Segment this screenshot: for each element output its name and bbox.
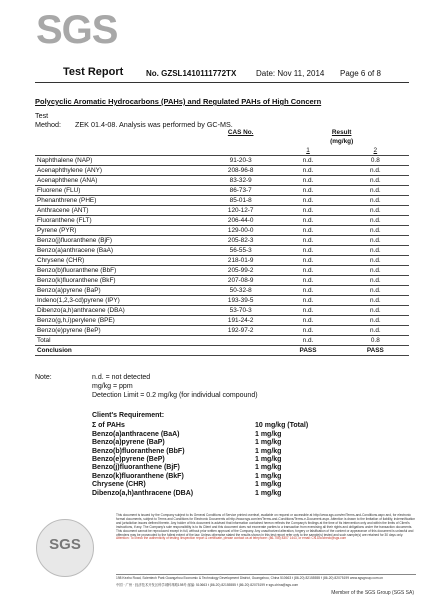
section-title: Polycyclic Aromatic Hydrocarbons (PAHs) and Regulated PAHs of High Concern xyxy=(35,97,322,106)
results-table xyxy=(35,128,409,356)
compound-name: Benzo(k)fluoranthene (BkF) xyxy=(35,276,207,286)
requirement-compound: Benzo(k)fluoranthene (BkF) xyxy=(92,472,184,480)
requirement-compound: Σ of PAHs xyxy=(92,422,125,430)
cas-number: 205-82-3 xyxy=(207,236,274,246)
table-row xyxy=(35,206,409,216)
table-row xyxy=(35,266,409,276)
cas-number: 120-12-7 xyxy=(207,206,274,216)
requirement-compound: Benzo(a)pyrene (BaP) xyxy=(92,439,165,447)
sample-2-result: n.d. xyxy=(342,276,409,286)
attention-text: Attention: To check the authenticity of testing /inspection report & certificate, please contact us at telephone: (86-755) 8307 1443, or email: CN.Doccheck@sgs.com xyxy=(116,536,347,541)
compound-name: Phenanthrene (PHE) xyxy=(35,196,207,206)
sample-1-result: n.d. xyxy=(274,286,341,296)
sample-2-result: n.d. xyxy=(342,306,409,316)
sample-1-result: n.d. xyxy=(274,266,341,276)
test-method xyxy=(35,111,233,129)
requirement-item xyxy=(92,447,282,456)
sample-2-result: n.d. xyxy=(342,256,409,266)
sample-2-result: n.d. xyxy=(342,216,409,226)
member-text: Member of the SGS Group (SGS SA) xyxy=(331,590,414,596)
sgs-logo: SGS xyxy=(36,8,118,52)
sample-2-result: n.d. xyxy=(342,236,409,246)
compound-name: Benzo(b)fluoranthene (BbF) xyxy=(35,266,207,276)
table-row xyxy=(35,336,409,346)
requirement-item xyxy=(92,472,282,481)
sample-1-result: n.d. xyxy=(274,296,341,306)
cas-number: 192-97-2 xyxy=(207,326,274,336)
test-method-text: ZEK 01.4-08. Analysis was performed by GC-MS. xyxy=(75,120,233,129)
cas-number: 206-44-0 xyxy=(207,216,274,226)
table-row xyxy=(35,306,409,316)
sgs-seal xyxy=(36,519,94,577)
sample-1-result: n.d. xyxy=(274,206,341,216)
sample-2-result: n.d. xyxy=(342,176,409,186)
conclusion-label: Conclusion xyxy=(35,346,207,356)
sample-2-conclusion: PASS xyxy=(342,346,409,356)
requirement-item xyxy=(92,439,282,447)
conclusion-cas xyxy=(207,346,274,356)
report-number: No. GZSL1410111772TX xyxy=(146,69,237,78)
sample-2-result: n.d. xyxy=(342,226,409,236)
requirement-compound: Benzo(e)pyrene (BeP) xyxy=(92,455,165,463)
report-date: Date: Nov 11, 2014 xyxy=(256,69,325,78)
page-number: Page 6 of 8 xyxy=(340,69,381,78)
client-requirement xyxy=(92,412,309,498)
cas-number: 129-00-0 xyxy=(207,226,274,236)
note-line: n.d. = not detected xyxy=(92,374,151,381)
requirement-compound: Chrysene (CHR) xyxy=(92,481,146,489)
compound-name: Benzo(e)pyrene (BeP) xyxy=(35,326,207,336)
table-row xyxy=(35,156,409,166)
compound-name: Benzo(a)pyrene (BaP) xyxy=(35,286,207,296)
sample-2-result: n.d. xyxy=(342,326,409,336)
table-row xyxy=(35,226,409,236)
cas-number: 193-39-5 xyxy=(207,296,274,306)
sample-1-result: n.d. xyxy=(274,156,341,166)
requirement-limit: 10 mg/kg (Total) xyxy=(255,422,309,430)
note-line: Detection Limit = 0.2 mg/kg (for individual compound) xyxy=(92,392,258,399)
table-row xyxy=(35,236,409,246)
address-en: 198 Kezhu Road, Scientech Park Guangzhou Economic & Technology Development District, Guangzhou, China 510663 t (86-20) 82155555 f (86-20) 82075199 www.sgsgroup.com.cn xyxy=(116,576,383,580)
sample-header-row xyxy=(35,146,409,156)
fine-print xyxy=(116,514,416,541)
sample-1-result: n.d. xyxy=(274,226,341,236)
table-row xyxy=(35,286,409,296)
compound-name: Fluorene (FLU) xyxy=(35,186,207,196)
sample-1-result: n.d. xyxy=(274,186,341,196)
cas-number: 83-32-9 xyxy=(207,176,274,186)
compound-name: Dibenzo(a,h)anthracene (DBA) xyxy=(35,306,207,316)
cas-number: 218-01-9 xyxy=(207,256,274,266)
table-row xyxy=(35,166,409,176)
compound-name: Benzo(a)anthracene (BaA) xyxy=(35,246,207,256)
sample-2-header: 2 xyxy=(342,146,409,156)
note-lines xyxy=(92,373,258,400)
sample-1-result: n.d. xyxy=(274,306,341,316)
sample-2-result: n.d. xyxy=(342,186,409,196)
cas-header: CAS No. xyxy=(227,129,254,136)
sample-1-result: n.d. xyxy=(274,216,341,226)
requirement-item xyxy=(92,455,282,464)
cas-number: 56-55-3 xyxy=(207,246,274,256)
table-row xyxy=(35,296,409,306)
compound-name: Total xyxy=(35,336,207,346)
cas-number: 53-70-3 xyxy=(207,306,274,316)
result-header: Result xyxy=(331,129,352,136)
conclusion-row xyxy=(35,346,409,356)
report-title: Test Report xyxy=(63,66,124,78)
compound-name: Acenaphthylene (ANY) xyxy=(35,166,207,176)
sample-1-result: n.d. xyxy=(274,196,341,206)
address xyxy=(116,574,416,589)
sample-1-result: n.d. xyxy=(274,316,341,326)
footer xyxy=(0,510,444,600)
sample-1-result: n.d. xyxy=(274,236,341,246)
compound-name: Naphthalene (NAP) xyxy=(35,156,207,166)
note-label: Note: xyxy=(35,374,52,381)
sample-2-result: n.d. xyxy=(342,286,409,296)
sample-2-result: n.d. xyxy=(342,166,409,176)
requirement-compound: Benzo(b)fluoranthene (BbF) xyxy=(92,447,185,455)
cas-number: 205-99-2 xyxy=(207,266,274,276)
note-line: mg/kg = ppm xyxy=(92,383,133,390)
sample-1-result: n.d. xyxy=(274,326,341,336)
sample-2-result: 0.8 xyxy=(342,156,409,166)
sample-1-result: n.d. xyxy=(274,256,341,266)
requirement-limit: 1 mg/kg xyxy=(255,464,282,472)
sample-2-result: n.d. xyxy=(342,296,409,306)
seal-text: SGS xyxy=(49,536,81,553)
sample-2-result: n.d. xyxy=(342,206,409,216)
sample-2-result: 0.8 xyxy=(342,336,409,346)
table-row xyxy=(35,276,409,286)
requirement-limit: 1 mg/kg xyxy=(255,455,282,463)
sample-2-result: n.d. xyxy=(342,196,409,206)
sample-1-header: 1 xyxy=(274,146,341,156)
cas-number: 91-20-3 xyxy=(207,156,274,166)
table-row xyxy=(35,246,409,256)
cas-number: 85-01-8 xyxy=(207,196,274,206)
cas-number: 86-73-7 xyxy=(207,186,274,196)
requirement-limit: 1 mg/kg xyxy=(255,472,282,480)
compound-name: Anthracene (ANT) xyxy=(35,206,207,216)
requirement-limit: 1 mg/kg xyxy=(255,489,282,497)
compound-name: Benzo(j)fluoranthene (BjF) xyxy=(35,236,207,246)
sample-1-result: n.d. xyxy=(274,276,341,286)
sample-2-result: n.d. xyxy=(342,316,409,326)
requirement-item xyxy=(92,422,309,430)
cas-number xyxy=(207,336,274,346)
compound-name: Chrysene (CHR) xyxy=(35,256,207,266)
sample-1-result: n.d. xyxy=(274,176,341,186)
table-row xyxy=(35,186,409,196)
compound-name: Fluoranthene (FLT) xyxy=(35,216,207,226)
requirement-compound: Benzo(a)anthracene (BaA) xyxy=(92,430,180,438)
sample-1-result: n.d. xyxy=(274,166,341,176)
table-row xyxy=(35,216,409,226)
sample-2-result: n.d. xyxy=(342,246,409,256)
compound-name: Indeno(1,2,3-cd)pyrene (IPY) xyxy=(35,296,207,306)
table-row xyxy=(35,316,409,326)
requirement-item xyxy=(92,489,282,498)
requirement-limit: 1 mg/kg xyxy=(255,430,282,438)
table-header-row xyxy=(35,128,409,137)
address-cn: 中国 · 广州 · 经济技术开发区科学城科珠路198号 邮编: 510663 t (86-20) 82155555 f (86-20) 82075199 e sgs.china@sgs.com xyxy=(116,583,299,587)
unit-header: (mg/kg) xyxy=(330,138,354,145)
cas-number: 208-96-8 xyxy=(207,166,274,176)
table-row xyxy=(35,176,409,186)
compound-name: Acenaphthene (ANA) xyxy=(35,176,207,186)
cas-number: 50-32-8 xyxy=(207,286,274,296)
requirement-item xyxy=(92,430,282,439)
table-row xyxy=(35,326,409,336)
compound-name: Pyrene (PYR) xyxy=(35,226,207,236)
sample-1-result: n.d. xyxy=(274,336,341,346)
header-divider xyxy=(35,82,409,83)
requirement-compound: Dibenzo(a,h)anthracene (DBA) xyxy=(92,489,194,497)
test-method-label: Test Method: xyxy=(35,111,61,129)
table-row xyxy=(35,256,409,266)
sample-2-result: n.d. xyxy=(342,266,409,276)
requirement-item xyxy=(92,464,282,472)
unit-header-row xyxy=(35,137,409,146)
compound-name: Benzo(g,h,i)perylene (BPE) xyxy=(35,316,207,326)
sample-1-result: n.d. xyxy=(274,246,341,256)
fine-print-text: This document is issued by the Company subject to its General Conditions of Service printed overleaf, available on request or accessible at http://www.sgs.com/en/Terms-and-Conditions.aspx and, for electronic format documents, subject to Terms and Conditions for Electronic Documents at http://www.sgs.com/en/Terms-and-Conditions/Terms-e-Document.aspx. Attention is drawn to the limitation of liability, indemnification and jurisdiction issues defined therein. Any holder of this document is advised that information contained hereon reflects the Company's findings at the time of its intervention only and within the limits of Client's instructions, if any. The Company's sole responsibility is to its Client and this document does not exonerate parties to a transaction from exercising all their rights and obligations under the transaction documents. This document cannot be reproduced except in full, without prior written approval of the Company. Any unauthorized alteration, forgery or falsification of the content or appearance of this document is unlawful and offenders may be prosecuted to the fullest extent of the law. Unless otherwise stated the results shown in this test report refer only to the sample(s) tested and such sample(s) are retained for 30 days only. xyxy=(116,513,416,537)
cas-number: 191-24-2 xyxy=(207,316,274,326)
requirement-item xyxy=(92,481,282,489)
requirement-limit: 1 mg/kg xyxy=(255,481,282,489)
requirement-limit: 1 mg/kg xyxy=(255,447,282,455)
table-row xyxy=(35,196,409,206)
sample-1-conclusion: PASS xyxy=(274,346,341,356)
requirement-limit: 1 mg/kg xyxy=(255,439,282,447)
requirement-compound: Benzo(j)fluoranthene (BjF) xyxy=(92,464,180,472)
requirement-title: Client's Requirement: xyxy=(92,412,165,419)
cas-number: 207-08-9 xyxy=(207,276,274,286)
